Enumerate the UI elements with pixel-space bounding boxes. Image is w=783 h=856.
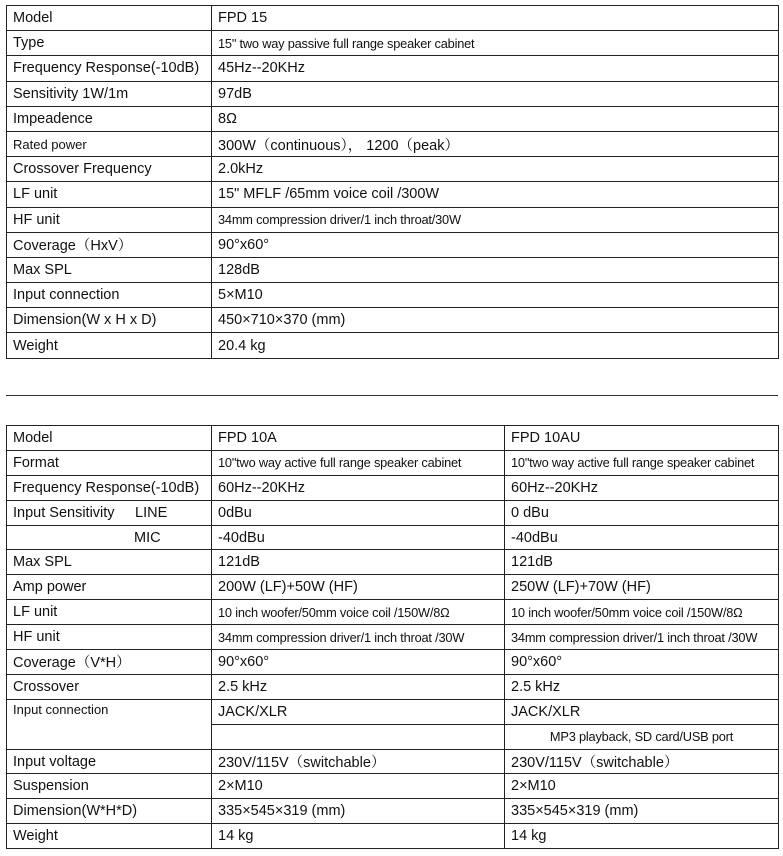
- table-row: [7, 525, 779, 550]
- table-row: [7, 426, 779, 451]
- row-label: Impeadence: [7, 106, 212, 131]
- table-row: [7, 131, 779, 156]
- fpd10-spec-table: [6, 425, 779, 849]
- model-b-value: 10 inch woofer/50mm voice coil /150W/8Ω: [505, 600, 779, 625]
- row-label: Input voltage: [7, 749, 212, 774]
- row-value: 450×710×370 (mm): [212, 308, 779, 333]
- row-value: 45Hz--20KHz: [212, 56, 779, 81]
- table-row: [7, 600, 779, 625]
- model-b-value: -40dBu: [505, 525, 779, 550]
- table-row: [7, 475, 779, 500]
- row-label: Weight: [7, 824, 212, 849]
- mic-sublabel: MIC: [7, 525, 212, 550]
- model-a-value: 10 inch woofer/50mm voice coil /150W/8Ω: [212, 600, 505, 625]
- row-label: Format: [7, 450, 212, 475]
- model-a-empty: [212, 724, 505, 749]
- row-label: Frequency Response(-10dB): [7, 56, 212, 81]
- model-a-value: 121dB: [212, 550, 505, 575]
- table-row: [7, 31, 779, 56]
- row-label: Suspension: [7, 774, 212, 799]
- fpd15-spec-table: [6, 5, 779, 359]
- table-row: [7, 550, 779, 575]
- row-label: Weight: [7, 333, 212, 358]
- model-b-value: FPD 10AU: [505, 426, 779, 451]
- row-value: FPD 15: [212, 6, 779, 31]
- row-label: Model: [7, 6, 212, 31]
- row-value: 34mm compression driver/1 inch throat/30W: [212, 207, 779, 232]
- model-a-value: 34mm compression driver/1 inch throat /30W: [212, 625, 505, 650]
- row-value: 300W（continuous）， 1200（peak）: [212, 131, 779, 156]
- model-b-value: 2.5 kHz: [505, 674, 779, 699]
- model-a-value: 335×545×319 (mm): [212, 799, 505, 824]
- row-value: 20.4 kg: [212, 333, 779, 358]
- table-row: [7, 283, 779, 308]
- row-label: Crossover Frequency: [7, 157, 212, 182]
- row-value: 128dB: [212, 257, 779, 282]
- table-row: [7, 308, 779, 333]
- model-b-value: 0 dBu: [505, 500, 779, 525]
- table-row: [7, 575, 779, 600]
- table-row: [7, 450, 779, 475]
- model-b-value: JACK/XLR: [505, 699, 779, 724]
- table-row: [7, 699, 779, 724]
- row-label: Coverage（V*H）: [7, 650, 212, 675]
- model-b-value: 60Hz--20KHz: [505, 475, 779, 500]
- row-label: Input connection: [7, 699, 212, 749]
- row-label: Coverage（HxV）: [7, 232, 212, 257]
- model-a-value: 200W (LF)+50W (HF): [212, 575, 505, 600]
- model-b-value: 2×M10: [505, 774, 779, 799]
- row-value: 8Ω: [212, 106, 779, 131]
- row-label: HF unit: [7, 625, 212, 650]
- row-label: Frequency Response(-10dB): [7, 475, 212, 500]
- row-label: Crossover: [7, 674, 212, 699]
- row-label: [7, 500, 212, 525]
- table-row: [7, 207, 779, 232]
- table-row: [7, 232, 779, 257]
- table-row: [7, 257, 779, 282]
- table-row: [7, 625, 779, 650]
- table-row: [7, 182, 779, 207]
- table-row: [7, 333, 779, 358]
- row-label: LF unit: [7, 600, 212, 625]
- row-value: 5×M10: [212, 283, 779, 308]
- model-a-value: 230V/115V（switchable）: [212, 749, 505, 774]
- input-sensitivity-label: Input Sensitivity: [13, 504, 115, 521]
- table-row: [7, 500, 779, 525]
- model-b-value: 121dB: [505, 550, 779, 575]
- row-label: Max SPL: [7, 257, 212, 282]
- model-a-value: JACK/XLR: [212, 699, 505, 724]
- model-a-value: 90°x60°: [212, 650, 505, 675]
- row-value: 97dB: [212, 81, 779, 106]
- row-label: Max SPL: [7, 550, 212, 575]
- row-value: 2.0kHz: [212, 157, 779, 182]
- model-a-value: 0dBu: [212, 500, 505, 525]
- table-row: [7, 81, 779, 106]
- row-value: 90°x60°: [212, 232, 779, 257]
- table-row: [7, 824, 779, 849]
- model-a-value: FPD 10A: [212, 426, 505, 451]
- model-b-value: 10"two way active full range speaker cabinet: [505, 450, 779, 475]
- row-label: HF unit: [7, 207, 212, 232]
- model-a-value: 10"two way active full range speaker cabinet: [212, 450, 505, 475]
- row-label: Type: [7, 31, 212, 56]
- model-b-value: 34mm compression driver/1 inch throat /30W: [505, 625, 779, 650]
- model-b-value: 230V/115V（switchable）: [505, 749, 779, 774]
- model-b-value: MP3 playback, SD card/USB port: [505, 724, 779, 749]
- line-sublabel: LINE: [135, 504, 168, 521]
- table-row: [7, 6, 779, 31]
- model-a-value: 14 kg: [212, 824, 505, 849]
- row-label: Amp power: [7, 575, 212, 600]
- table-row: [7, 749, 779, 774]
- table-row: [7, 157, 779, 182]
- table-row: [7, 650, 779, 675]
- row-label: Dimension(W*H*D): [7, 799, 212, 824]
- model-b-value: 14 kg: [505, 824, 779, 849]
- section-divider: [6, 395, 778, 396]
- row-label: Model: [7, 426, 212, 451]
- row-label: Input connection: [7, 283, 212, 308]
- table-row: [7, 106, 779, 131]
- table-row: [7, 56, 779, 81]
- table-row: [7, 674, 779, 699]
- model-b-value: 90°x60°: [505, 650, 779, 675]
- table-row: [7, 799, 779, 824]
- model-a-value: 60Hz--20KHz: [212, 475, 505, 500]
- row-label: LF unit: [7, 182, 212, 207]
- model-a-value: -40dBu: [212, 525, 505, 550]
- model-a-value: 2×M10: [212, 774, 505, 799]
- model-b-value: 250W (LF)+70W (HF): [505, 575, 779, 600]
- row-label: Rated power: [7, 131, 212, 156]
- row-label: Dimension(W x H x D): [7, 308, 212, 333]
- model-b-value: 335×545×319 (mm): [505, 799, 779, 824]
- table-row: [7, 774, 779, 799]
- row-label: Sensitivity 1W/1m: [7, 81, 212, 106]
- row-value: 15" MFLF /65mm voice coil /300W: [212, 182, 779, 207]
- row-value: 15" two way passive full range speaker cabinet: [212, 31, 779, 56]
- model-a-value: 2.5 kHz: [212, 674, 505, 699]
